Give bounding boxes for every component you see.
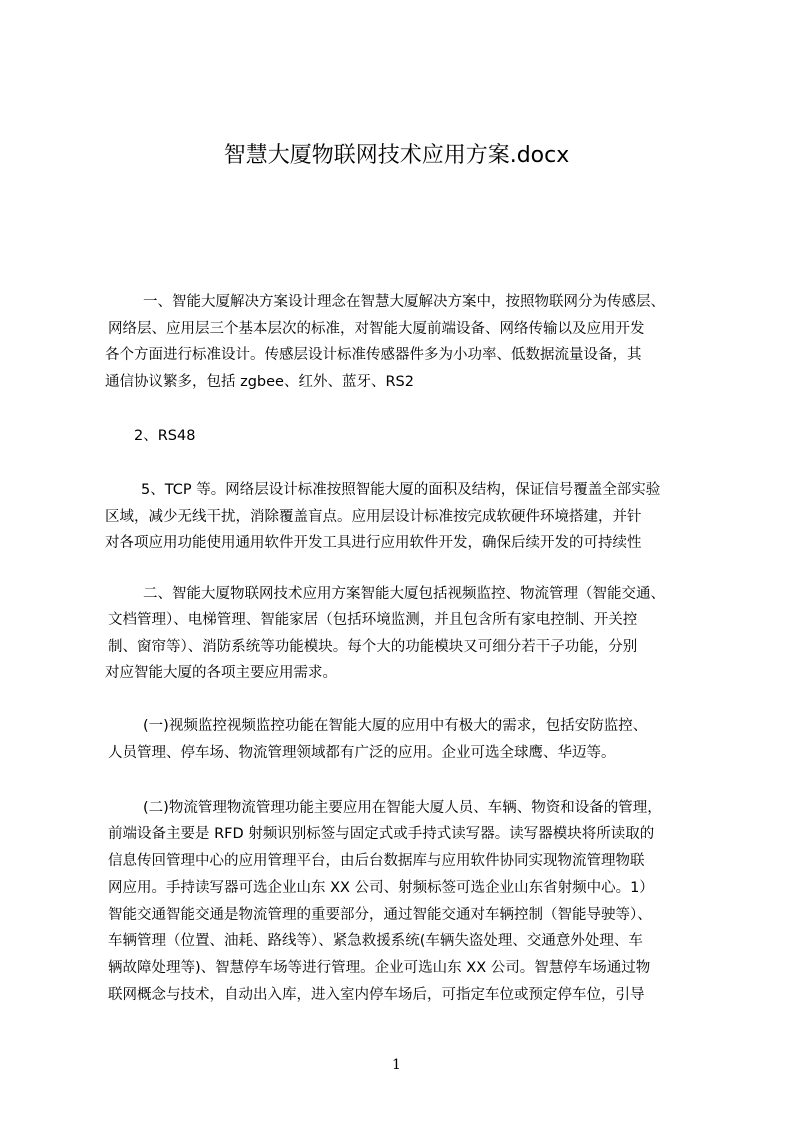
paragraph-4-line-1: 二、智能大厦物联网技术应用方案智能大厦包括视频监控、物流管理（智能交通、 [143,586,665,602]
paragraph-6-line-6: 车辆管理（位置、油耗、路线等）、紧急救援系统(车辆失盗处理、交通意外处理、车 [108,933,643,949]
page-number: 1 [392,1057,401,1073]
paragraph-6-line-7: 辆故障处理等)、智慧停车场等进行管理。企业可选山东 XX 公司。智慧停车场通过物 [108,960,651,976]
paragraph-4-line-2: 文档管理）、电梯管理、智能家居（包括环境监测，并且包含所有家电控制、开关控 [108,612,638,628]
paragraph-3-line-2: 区域，减少无线干扰，消除覆盖盲点。应用层设计标准按完成软硬件环境搭建，并针 [105,509,642,525]
paragraph-6-line-5: 智能交通智能交通是物流管理的重要部分，通过智能交通对车辆控制（智能导驶等）、 [108,907,652,923]
paragraph-6-line-3: 信息传回管理中心的应用管理平台，由后台数据库与应用软件协同实现物流管理物联 [108,853,645,869]
paragraph-3-line-1: 5、TCP 等。网络层设计标准按照智能大厦的面积及结构，保证信号覆盖全部实验 [141,482,661,498]
document-title: 智慧大厦物联网技术应用方案.docx [223,143,570,168]
paragraph-5-line-1: (一)视频监控视频监控功能在智能大厦的应用中有极大的需求，包括安防监控、 [143,718,648,734]
paragraph-1-line-4: 通信协议繁多，包括 zgbee、红外、蓝牙、RS2 [105,374,414,390]
paragraph-2-line-1: 2、RS48 [134,428,196,444]
paragraph-6-line-8: 联网概念与技术，自动出入库，进入室内停车场后，可指定车位或预定停车位，引导 [108,987,645,1003]
paragraph-4-line-3: 制、窗帘等）、消防系统等功能模块。每个大的功能模块又可细分若干子功能，分别 [108,639,638,655]
paragraph-1-line-1: 一、智能大厦解决方案设计理念在智慧大厦解决方案中，按照物联网分为传感层、 [143,294,665,310]
paragraph-1-line-2: 网络层、应用层三个基本层次的标准，对智能大厦前端设备、网络传输以及应用开发 [108,321,645,337]
paragraph-5-line-2: 人员管理、停车场、物流管理领域都有广泛的应用。企业可选全球鹰、华迈等。 [108,745,616,761]
paragraph-4-line-4: 对应智能大厦的各项主要应用需求。 [105,665,337,681]
paragraph-6-line-1: (二)物流管理物流管理功能主要应用在智能大厦人员、车辆、物资和设备的管理， [143,800,662,816]
paragraph-6-line-4: 网应用。手持读写器可选企业山东 XX 公司、射频标签可选企业山东省射频中心。1） [108,880,654,896]
paragraph-6-line-2: 前端设备主要是 RFD 射频识别标签与固定式或手持式读写器。读写器模块将所读取的 [108,826,655,842]
paragraph-1-line-3: 各个方面进行标准设计。传感层设计标准传感器件多为小功率、低数据流量设备，其 [105,347,642,363]
paragraph-3-line-3: 对各项应用功能使用通用软件开发工具进行应用软件开发，确保后续开发的可持续性 [105,535,642,551]
